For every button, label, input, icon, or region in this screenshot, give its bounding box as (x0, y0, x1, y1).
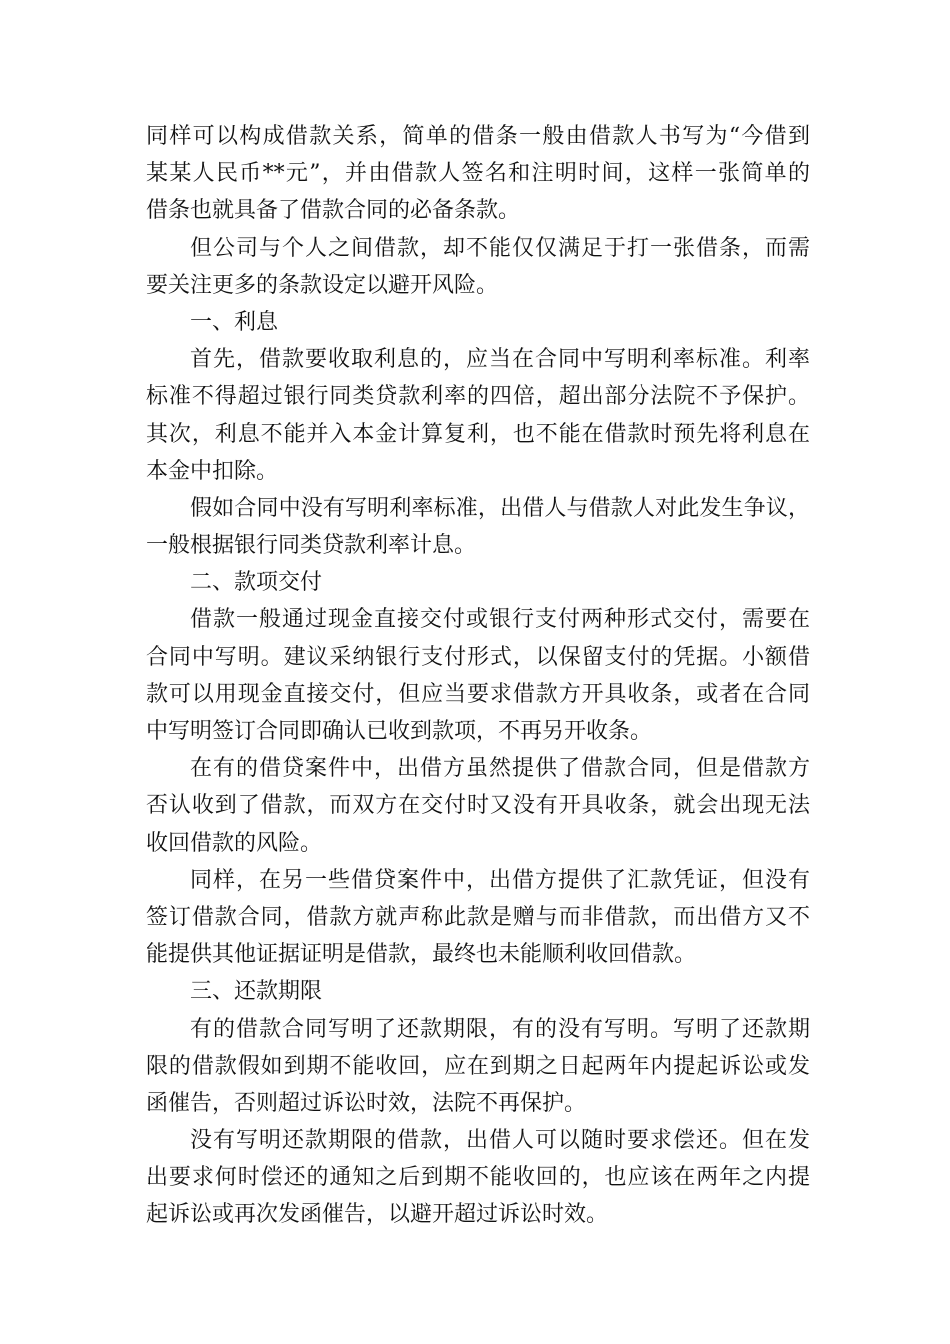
text-line: 出要求何时偿还的通知之后到期不能收回的，也应该在两年之内提 (146, 1165, 810, 1191)
text-line: 能提供其他证据证明是借款，最终也未能顺利收回借款。 (146, 942, 697, 968)
text-line: 合同中写明。建议采纳银行支付形式，以保留支付的凭据。小额借 (146, 644, 810, 670)
text-line: 假如合同中没有写明利率标准，出借人与借款人对此发生争议， (190, 495, 810, 521)
text-line: 借款一般通过现金直接交付或银行支付两种形式交付，需要在 (190, 607, 810, 633)
text-line: 其次，利息不能并入本金计算复利，也不能在借款时预先将利息在 (146, 421, 810, 447)
section-heading: 三、还款期限 (190, 979, 323, 1005)
text-line: 收回借款的风险。 (146, 830, 323, 856)
text-line: 本金中扣除。 (146, 458, 279, 484)
text-line: 同样，在另一些借贷案件中，出借方提供了汇款凭证，但没有 (190, 867, 810, 893)
text-line: 款可以用现金直接交付，但应当要求借款方开具收条，或者在合同 (146, 681, 810, 707)
text-line: 某某人民币**元”，并由借款人签名和注明时间，这样一张简单的 (146, 161, 810, 187)
text-line: 有的借款合同写明了还款期限，有的没有写明。写明了还款期 (190, 1016, 810, 1042)
section-heading: 一、利息 (190, 309, 279, 335)
text-line: 没有写明还款期限的借款，出借人可以随时要求偿还。但在发 (190, 1128, 810, 1154)
text-line: 签订借款合同，借款方就声称此款是赠与而非借款，而出借方又不 (146, 904, 810, 930)
text-line: 否认收到了借款，而双方在交付时又没有开具收条，就会出现无法 (146, 793, 810, 819)
text-line: 借条也就具备了借款合同的必备条款。 (146, 198, 521, 224)
text-line: 在有的借贷案件中，出借方虽然提供了借款合同，但是借款方 (190, 756, 810, 782)
text-line: 但公司与个人之间借款，却不能仅仅满足于打一张借条，而需 (190, 235, 810, 261)
document-body (146, 118, 810, 1234)
text-line: 函催告，否则超过诉讼时效，法院不再保护。 (146, 1090, 587, 1116)
text-line: 起诉讼或再次发函催告，以避开超过诉讼时效。 (146, 1202, 609, 1228)
text-line: 要关注更多的条款设定以避开风险。 (146, 272, 499, 298)
text-line: 一般根据银行同类贷款利率计息。 (146, 533, 477, 559)
section-heading: 二、款项交付 (190, 570, 323, 596)
text-line: 同样可以构成借款关系，简单的借条一般由借款人书写为“今借到 (146, 124, 810, 149)
text-line: 中写明签订合同即确认已收到款项，不再另开收条。 (146, 719, 653, 744)
text-line: 限的借款假如到期不能收回，应在到期之日起两年内提起诉讼或发 (146, 1053, 810, 1079)
text-line: 标准不得超过银行同类贷款利率的四倍，超出部分法院不予保护。 (146, 384, 810, 410)
text-line: 首先，借款要收取利息的，应当在合同中写明利率标准。利率 (190, 347, 810, 373)
